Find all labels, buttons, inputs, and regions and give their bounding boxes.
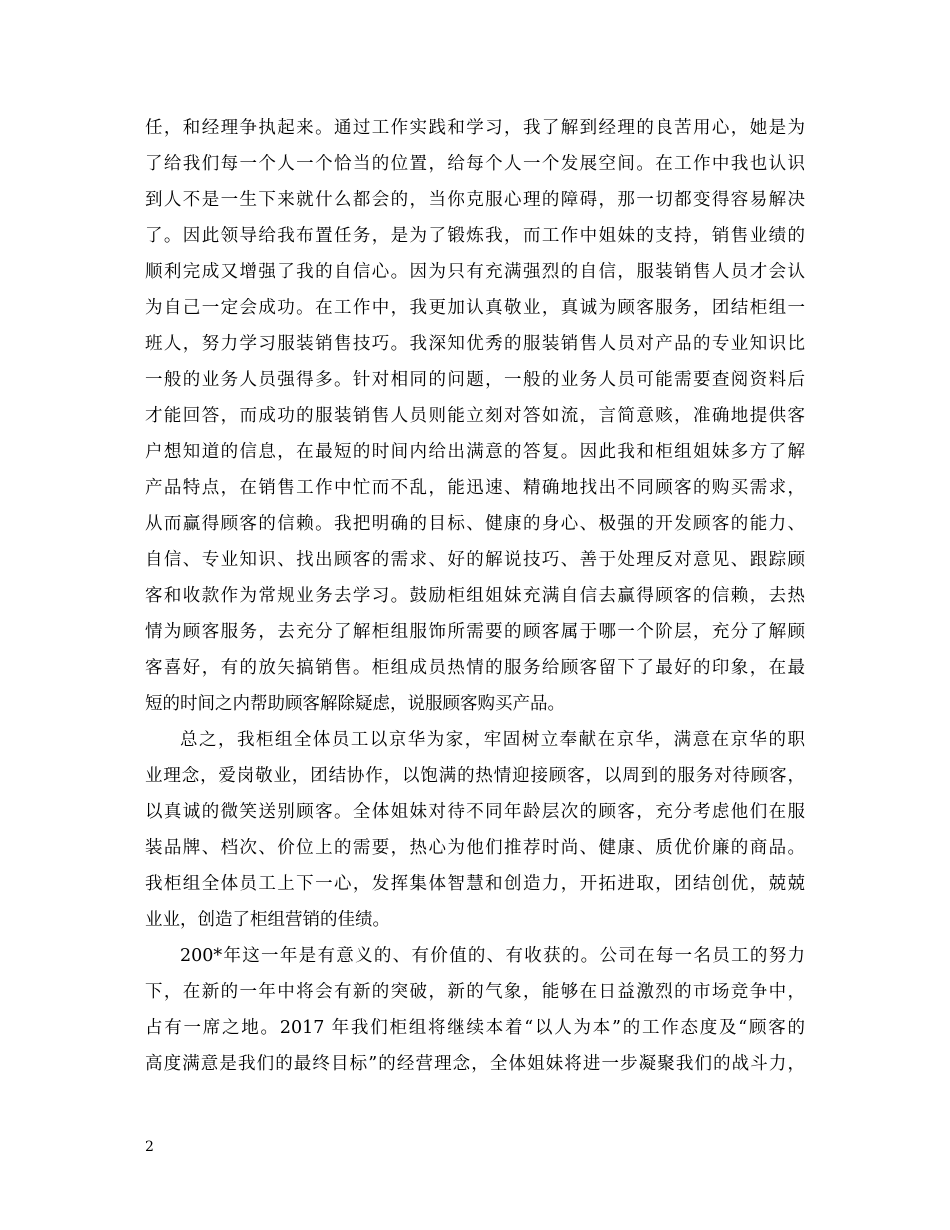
paragraph-first-line: 总之，我柜组全体员工以京华为家，牢固树立奉献在京华，满意在京华的职: [180, 730, 805, 750]
text-line: 客喜好，有的放矢搞销售。柜组成员热情的服务给顾客留下了最好的印象，在最: [145, 658, 805, 678]
text-line: 业业，创造了柜组营销的佳绩。: [145, 910, 390, 930]
text-line: 了给我们每一个人一个恰当的位置，给每个人一个发展空间。在工作中我也认识: [145, 154, 805, 174]
text-line: 户想知道的信息，在最短的时间内给出满意的答复。因此我和柜组姐妹多方了解: [145, 442, 805, 462]
text-line: 一般的业务人员强得多。针对相同的问题，一般的业务人员可能需要查阅资料后: [145, 370, 805, 390]
text-line: 情为顾客服务，去充分了解柜组服饰所需要的顾客属于哪一个阶层，充分了解顾: [145, 622, 805, 642]
text-line: 高度满意是我们的最终目标”的经营理念，全体姐妹将进一步凝聚我们的战斗力，: [145, 1054, 805, 1074]
text-line: 班人，努力学习服装销售技巧。我深知优秀的服装销售人员对产品的专业知识比: [145, 334, 805, 354]
text-line: 自信、专业知识、找出顾客的需求、好的解说技巧、善于处理反对意见、跟踪顾: [145, 550, 805, 570]
text-line: 装品牌、档次、价位上的需要，热心为他们推荐时尚、健康、质优价廉的商品。: [145, 838, 805, 858]
text-line: 才能回答，而成功的服装销售人员则能立刻对答如流，言简意赅，准确地提供客: [145, 406, 805, 426]
text-line: 短的时间之内帮助顾客解除疑虑，说服顾客购买产品。: [145, 694, 565, 714]
text-line: 顺利完成又增强了我的自信心。因为只有充满强烈的自信，服装销售人员才会认: [145, 262, 805, 282]
text-line: 产品特点，在销售工作中忙而不乱，能迅速、精确地找出不同顾客的购买需求，: [145, 478, 805, 498]
text-line: 以真诚的微笑送别顾客。全体姐妹对待不同年龄层次的顾客，充分考虑他们在服: [145, 802, 805, 822]
text-line: 我柜组全体员工上下一心，发挥集体智慧和创造力，开拓进取，团结创优，兢兢: [145, 874, 805, 894]
page-number: 2: [145, 1139, 154, 1155]
text-line: 从而赢得顾客的信赖。我把明确的目标、健康的身心、极强的开发顾客的能力、: [145, 514, 805, 534]
text-line: 业理念，爱岗敬业，团结协作，以饱满的热情迎接顾客，以周到的服务对待顾客，: [145, 766, 805, 786]
text-line: 了。因此领导给我布置任务，是为了锻炼我，而工作中姐妹的支持，销售业绩的: [145, 226, 805, 246]
paragraph-first-line: 200*年这一年是有意义的、有价值的、有收获的。公司在每一名员工的努力: [180, 946, 805, 966]
text-line: 下，在新的一年中将会有新的突破，新的气象，能够在日益激烈的市场竞争中，: [145, 982, 805, 1002]
text-line: 为自己一定会成功。在工作中，我更加认真敬业，真诚为顾客服务，团结柜组一: [145, 298, 805, 318]
text-line: 到人不是一生下来就什么都会的，当你克服心理的障碍，那一切都变得容易解决: [145, 190, 805, 210]
text-line: 占有一席之地。2017 年我们柜组将继续本着“以人为本”的工作态度及“顾客的: [145, 1018, 805, 1038]
text-line: 客和收款作为常规业务去学习。鼓励柜组姐妹充满自信去赢得顾客的信赖，去热: [145, 586, 805, 606]
text-line: 任，和经理争执起来。通过工作实践和学习，我了解到经理的良苦用心，她是为: [145, 118, 805, 138]
